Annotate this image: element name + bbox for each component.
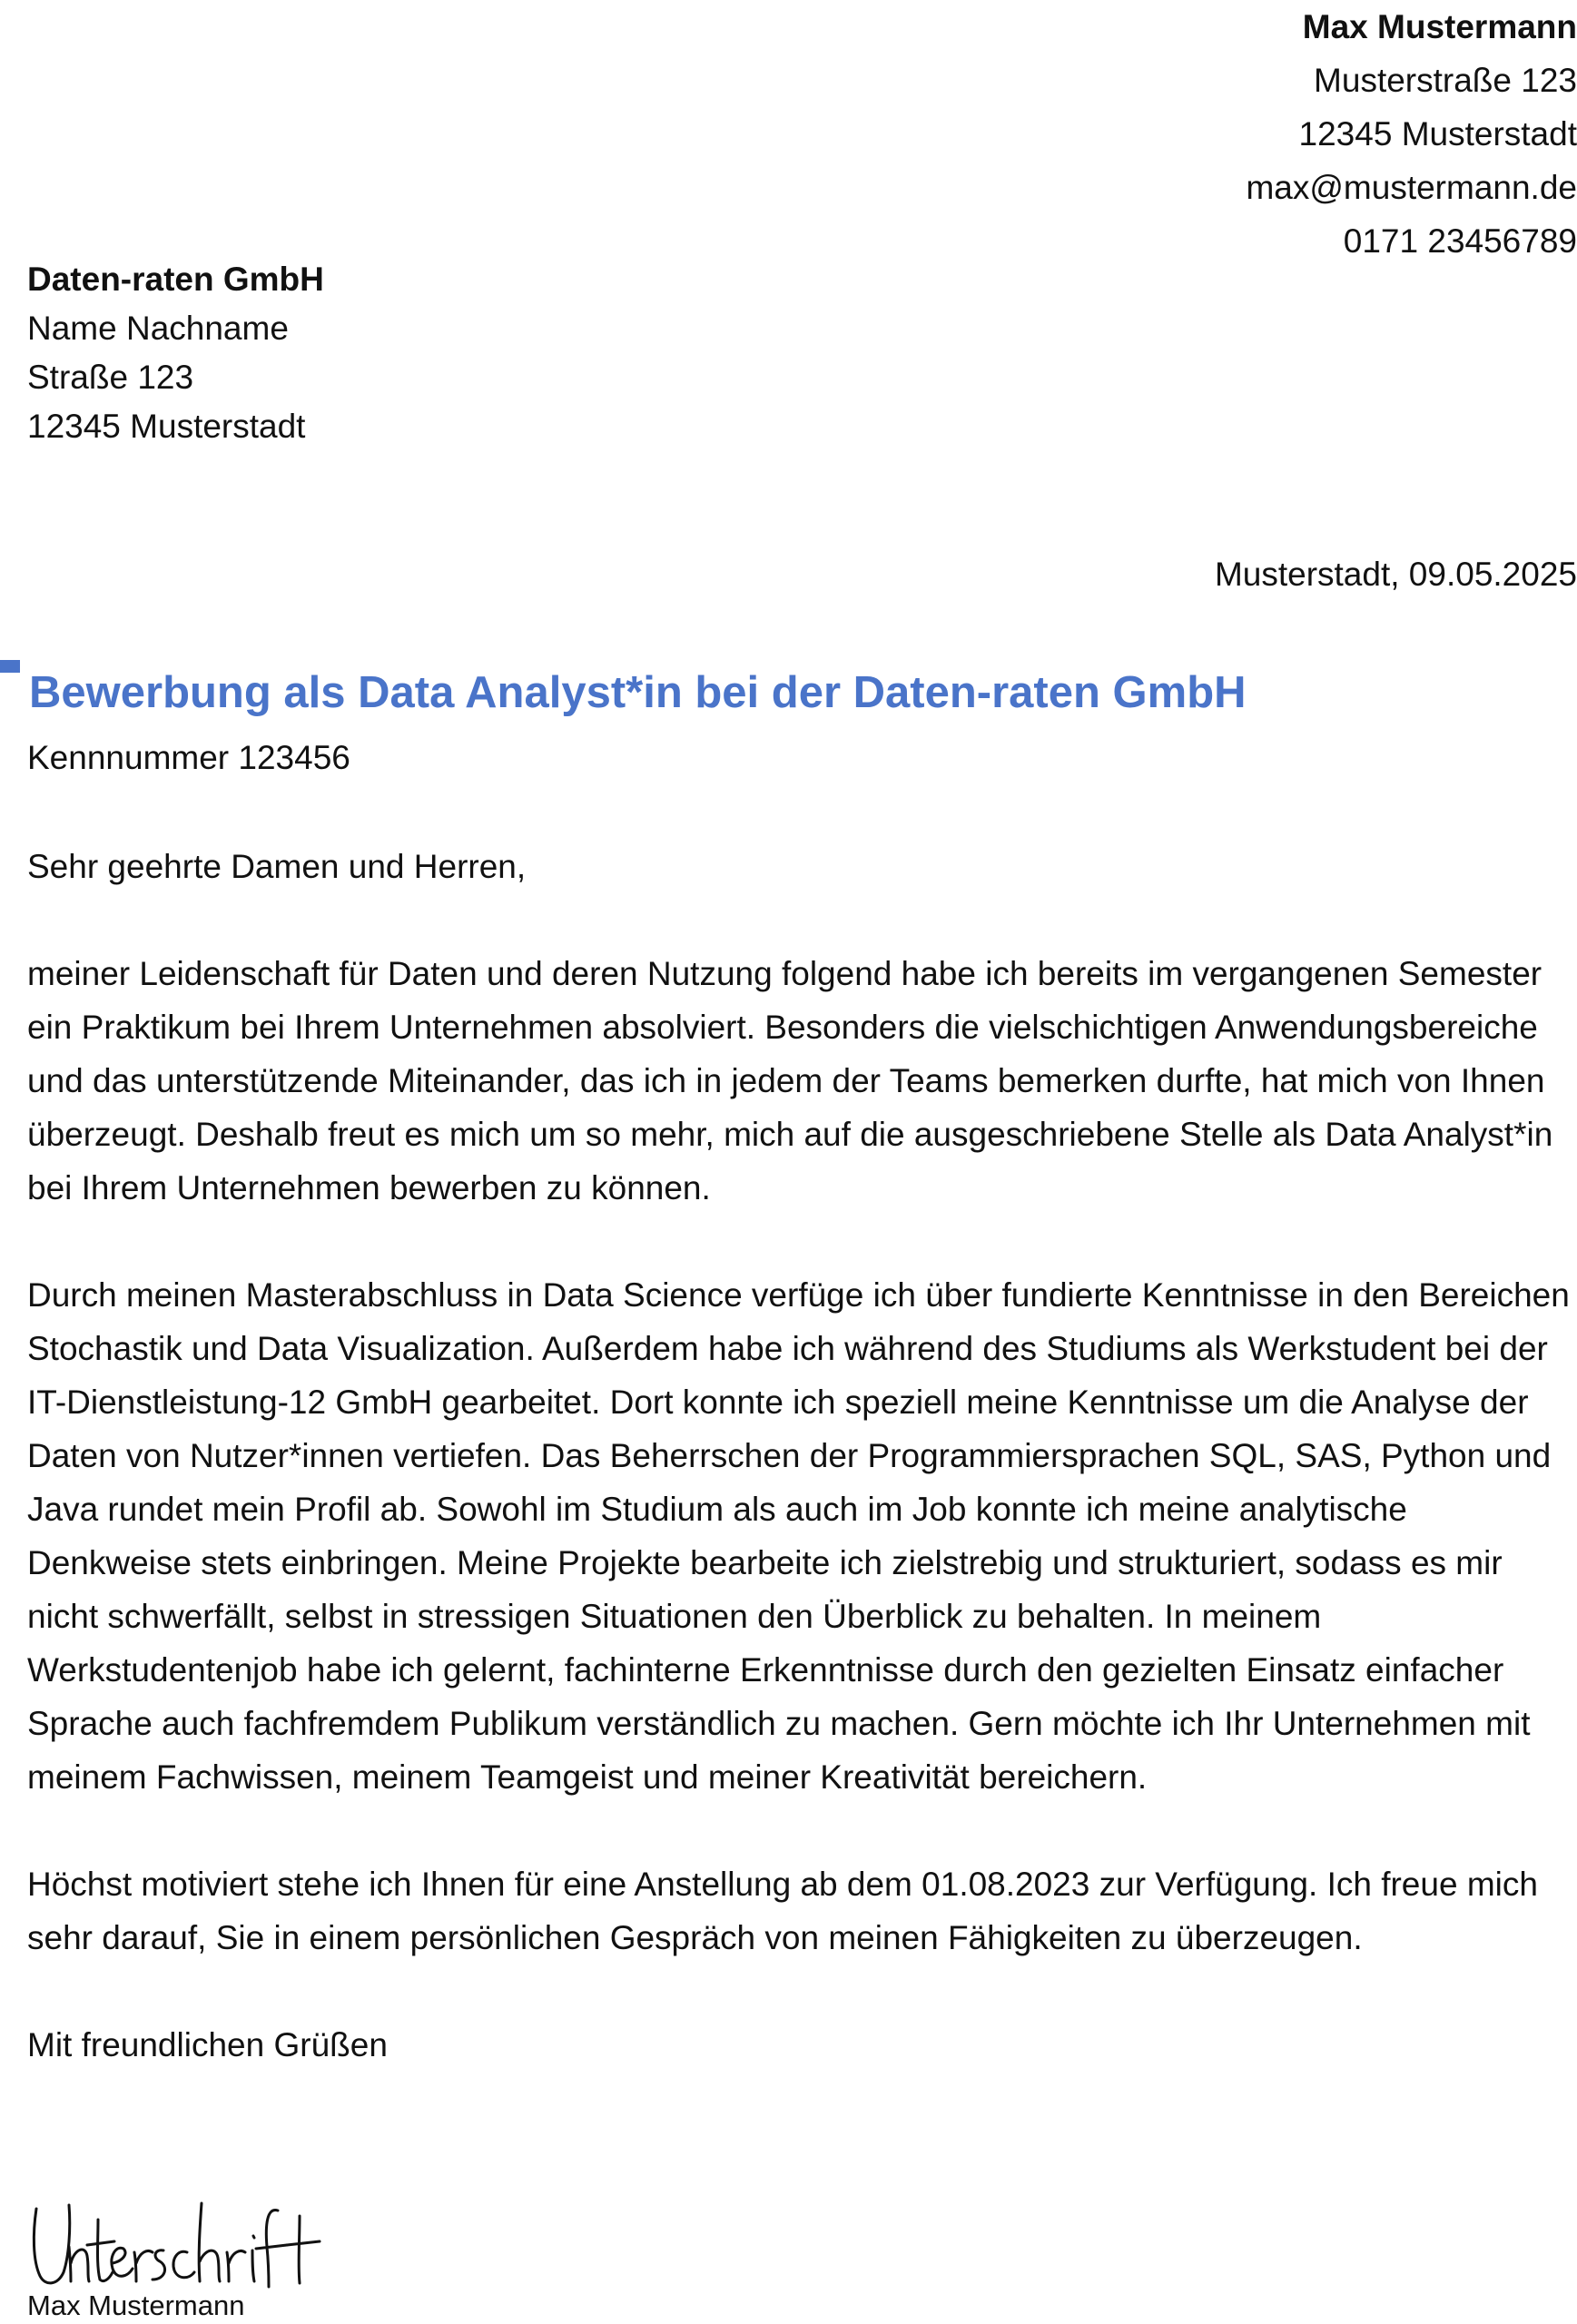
sender-address-block [760,0,1577,268]
signer-name: Max Mustermann [27,2290,245,2321]
closing-phrase: Mit freundlichen Grüßen [27,2026,388,2063]
recipient-street: Straße 123 [27,359,194,396]
handwritten-signature [27,2192,327,2292]
sender-phone: 0171 23456789 [1343,222,1577,260]
letter-body [27,840,1575,2072]
body-paragraph-3: Höchst motiviert stehe ich Ihnen für eine Anstellung ab dem 01.08.2023 zur Verfügung. Ich freue mich sehr darauf, Sie in einem persönlichen Gespräch von meinen Fähigkeiten zu überzeugen. [27,1866,1538,1956]
recipient-address-block [27,255,324,451]
body-paragraph-1: meiner Leidenschaft für Daten und deren Nutzung folgend habe ich bereits im vergangenen Semester ein Praktikum bei Ihrem Unternehmen absolviert. Besonders die vielschichtigen Anwendungsbereiche und das unterstützende Miteinander, das ich in jedem der Teams bemerken durfte, hat mich von Ihnen überzeugt. Deshalb freut es mich um so mehr, mich auf die ausgeschriebene Stelle als Data Analyst*in bei Ihrem Unternehmen bewerben zu können. [27,955,1553,1206]
sender-city: 12345 Musterstadt [1298,115,1577,153]
letter-date: Musterstadt, 09.05.2025 [1214,556,1577,593]
recipient-contact: Name Nachname [27,310,289,347]
recipient-company: Daten-raten GmbH [27,261,324,298]
body-paragraph-2: Durch meinen Masterabschluss in Data Science verfüge ich über fundierte Kenntnisse in den Bereichen Stochastik und Data Visualization. Außerdem habe ich während des Studiums als Werkstudent bei der IT-Dienstleistung-12 GmbH gearbeitet. Dort konnte ich speziell meine Kenntnisse um die Analyse der Daten von Nutzer*innen vertiefen. Das Beherrschen der Programmiersprachen SQL, SAS, Python und Java rundet mein Profil ab. Sowohl im Studium als auch im Job konnte ich meine analytische Denkweise stets einbringen. Meine Projekte bearbeite ich zielstrebig und strukturiert, sodass es mir nicht schwerfällt, selbst in stressigen Situationen den Überblick zu behalten. In meinem Werkstudentenjob habe ich gelernt, fachinterne Erkenntnisse durch den gezielten Einsatz einfacher Sprache auch fachfremdem Publikum verständlich zu machen. Gern möchte ich Ihr Unternehmen mit meinem Fachwissen, meinem Teamgeist und meiner Kreativität bereichern. [27,1276,1570,1796]
recipient-city: 12345 Musterstadt [27,408,306,445]
reference-number: Kennnummer 123456 [27,739,350,776]
letter-subject: Bewerbung als Data Analyst*in bei der Daten-raten GmbH [29,668,1247,717]
sender-name: Max Mustermann [1302,8,1577,45]
heading-marker [0,660,20,673]
salutation: Sehr geehrte Damen und Herren, [27,848,527,885]
sender-email: max@mustermann.de [1246,169,1577,206]
sender-street: Musterstraße 123 [1314,62,1577,99]
